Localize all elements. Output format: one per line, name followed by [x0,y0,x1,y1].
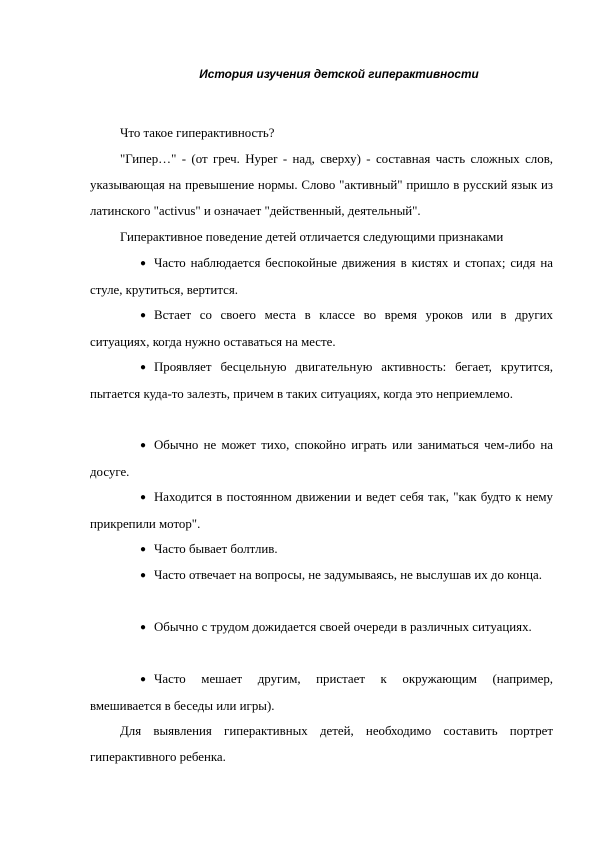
bullet-item [90,614,553,641]
bullet-text: Часто бывает болтлив. [154,542,278,556]
bullet-dot-icon: ● [140,544,147,555]
bullet-text: Проявляет бесцельную двигательную активность: бегает, крутится, пытается куда-то залезть, причем в таких ситуациях, когда это неприемлемо. [90,360,553,401]
bullet-dot-icon: ● [140,570,147,581]
bullet-dot-icon: ● [140,492,147,503]
bullet-text: Встает со своего места в классе во время уроков или в других ситуациях, когда нужно оставаться на месте. [90,308,553,349]
definition-paragraph: "Гипер…" - (от греч. Hyper - над, сверху) - составная часть сложных слов, указывающая на превышение нормы. Слово "активный" пришло в русский язык из латинского "activus" и означает "действенный, деятельный". [90,152,553,218]
bullet-text: Обычно не может тихо, спокойно играть или заниматься чем-либо на досуге. [90,438,553,479]
bullet-item [90,536,553,563]
document-title-text: История изучения детской гиперактивности [199,67,479,81]
bullet-item [90,302,553,355]
bullet-item [90,250,553,303]
lead-in-paragraph: Гиперактивное поведение детей отличается следующими признаками [120,230,504,244]
bullet-dot-icon: ● [140,258,147,269]
bullet-dot-icon: ● [140,674,147,685]
bullet-dot-icon: ● [140,440,147,451]
bullet-text: Находится в постоянном движении и ведет себя так, "как будто к нему прикрепили мотор". [90,490,553,531]
bullet-text: Часто наблюдается беспокойные движения в кистях и стопах; сидя на стуле, крутиться, вертится. [90,256,553,297]
document-title [0,67,595,81]
bullet-dot-icon: ● [140,310,147,321]
bullet-item [90,562,553,589]
bullet-dot-icon: ● [140,622,147,633]
bullet-text: Часто отвечает на вопросы, не задумываясь, не выслушав их до конца. [154,568,542,582]
bullet-item [90,354,553,407]
bullet-text: Часто мешает другим, пристает к окружающим (например, вмешивается в беседы или игры). [90,672,553,713]
bullet-item [90,666,553,719]
bullet-item [90,432,553,485]
bullet-item [90,484,553,537]
question-paragraph: Что такое гиперактивность? [120,126,275,140]
bullet-dot-icon: ● [140,362,147,373]
bullet-text: Обычно с трудом дожидается своей очереди в различных ситуациях. [154,620,532,634]
closing-paragraph: Для выявления гиперактивных детей, необходимо составить портрет гиперактивного ребенка. [90,724,553,764]
